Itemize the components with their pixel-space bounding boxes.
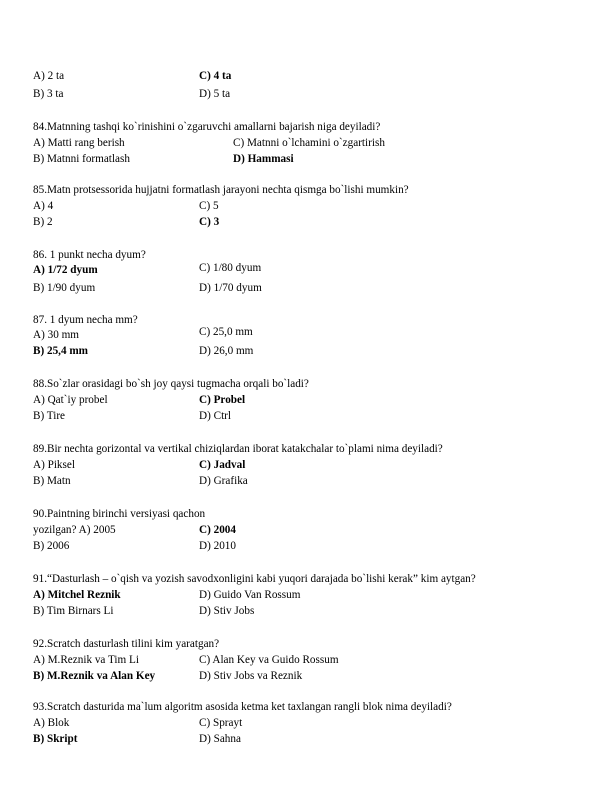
q86-option-a-answer: A) 1/72 dyum — [33, 264, 98, 276]
question-93: 93.Scratch dasturida ma`lum algoritm asosida ketma ket taxlangan rangli blok nima deyiladi? — [33, 701, 452, 713]
q92-option-b-answer: B) M.Reznik va Alan Key — [33, 670, 156, 682]
q88-option-a: A) Qat`iy probel — [33, 394, 108, 406]
option-a: A) 2 ta — [33, 70, 65, 82]
question-89: 89.Bir nechta gorizontal va vertikal chiziqlardan iborat katakchalar to`plami nima deyiladi? — [33, 443, 443, 455]
q91-option-c: D) Guido Van Rossum — [199, 589, 301, 601]
q84-option-a: A) Matti rang berish — [33, 137, 125, 149]
q90-option-b: B) 2006 — [33, 540, 70, 552]
q92-option-a: A) M.Reznik va Tim Li — [33, 654, 139, 666]
question-88: 88.So`zlar orasidagi bo`sh joy qaysi tugmacha orqali bo`ladi? — [33, 378, 309, 390]
question-90: 90.Paintning birinchi versiyasi qachon — [33, 508, 206, 520]
q91-option-a-answer: A) Mitchel Reznik — [33, 589, 121, 601]
question-92: 92.Scratch dasturlash tilini kim yaratgan? — [33, 638, 220, 650]
q93-option-a: A) Blok — [33, 717, 70, 729]
q92-option-c: C) Alan Key va Guido Rossum — [199, 654, 339, 666]
question-91: 91.“Dasturlash – o`qish va yozish savodxonligini kabi yuqori darajada bo`lishi kerak” kim aytgan? — [33, 573, 476, 585]
q85-option-a: A) 4 — [33, 200, 54, 212]
q86-option-d: D) 1/70 dyum — [199, 282, 262, 294]
question-84: 84.Matnning tashqi ko`rinishini o`zgaruvchi amallarni bajarish niga deyiladi? — [33, 121, 381, 133]
q90-option-d: D) 2010 — [199, 540, 236, 552]
q87-option-c: C) 25,0 mm — [199, 326, 253, 338]
q91-option-d: D) Stiv Jobs — [199, 605, 255, 617]
question-87: 87. 1 dyum necha mm? — [33, 314, 138, 326]
option-b: B) 3 ta — [33, 88, 64, 100]
q85-option-c: C) 5 — [199, 200, 219, 212]
q88-option-b: B) Tire — [33, 410, 66, 422]
q89-option-b: B) Matn — [33, 475, 71, 487]
q93-option-c: C) Sprayt — [199, 717, 243, 729]
q88-option-d: D) Ctrl — [199, 410, 232, 422]
q86-option-c: C) 1/80 dyum — [199, 262, 262, 274]
q87-option-d: D) 26,0 mm — [199, 345, 254, 357]
q87-option-a: A) 30 mm — [33, 329, 79, 341]
q85-option-b: B) 2 — [33, 216, 53, 228]
q89-option-a: A) Piksel — [33, 459, 75, 471]
q87-option-b-answer: B) 25,4 mm — [33, 345, 88, 357]
q90-question-cont-option-a: yozilgan? A) 2005 — [33, 524, 116, 536]
question-86: 86. 1 punkt necha dyum? — [33, 249, 146, 261]
q89-option-d: D) Grafika — [199, 475, 248, 487]
q88-option-c-answer: C) Probel — [199, 394, 246, 406]
q89-option-c-answer: C) Jadval — [199, 459, 246, 471]
option-c-answer: C) 4 ta — [199, 70, 232, 82]
q93-option-b-answer: B) Skript — [33, 733, 78, 745]
q84-option-b: B) Matnni formatlash — [33, 153, 130, 165]
question-85: 85.Matn protsessorida hujjatni formatlash jarayoni nechta qismga bo`lishi mumkin? — [33, 184, 409, 196]
q93-option-d: D) Sahna — [199, 733, 241, 745]
q92-option-d: D) Stiv Jobs va Reznik — [199, 670, 303, 682]
q85-option-answer: C) 3 — [199, 216, 220, 228]
q84-option-c: C) Matnni o`lchamini o`zgartirish — [233, 137, 385, 149]
q86-option-b: B) 1/90 dyum — [33, 282, 96, 294]
q91-option-b: B) Tim Birnars Li — [33, 605, 114, 617]
q90-option-c-answer: C) 2004 — [199, 524, 236, 536]
q84-option-d-answer: D) Hammasi — [233, 153, 294, 165]
option-d: D) 5 ta — [199, 88, 231, 100]
